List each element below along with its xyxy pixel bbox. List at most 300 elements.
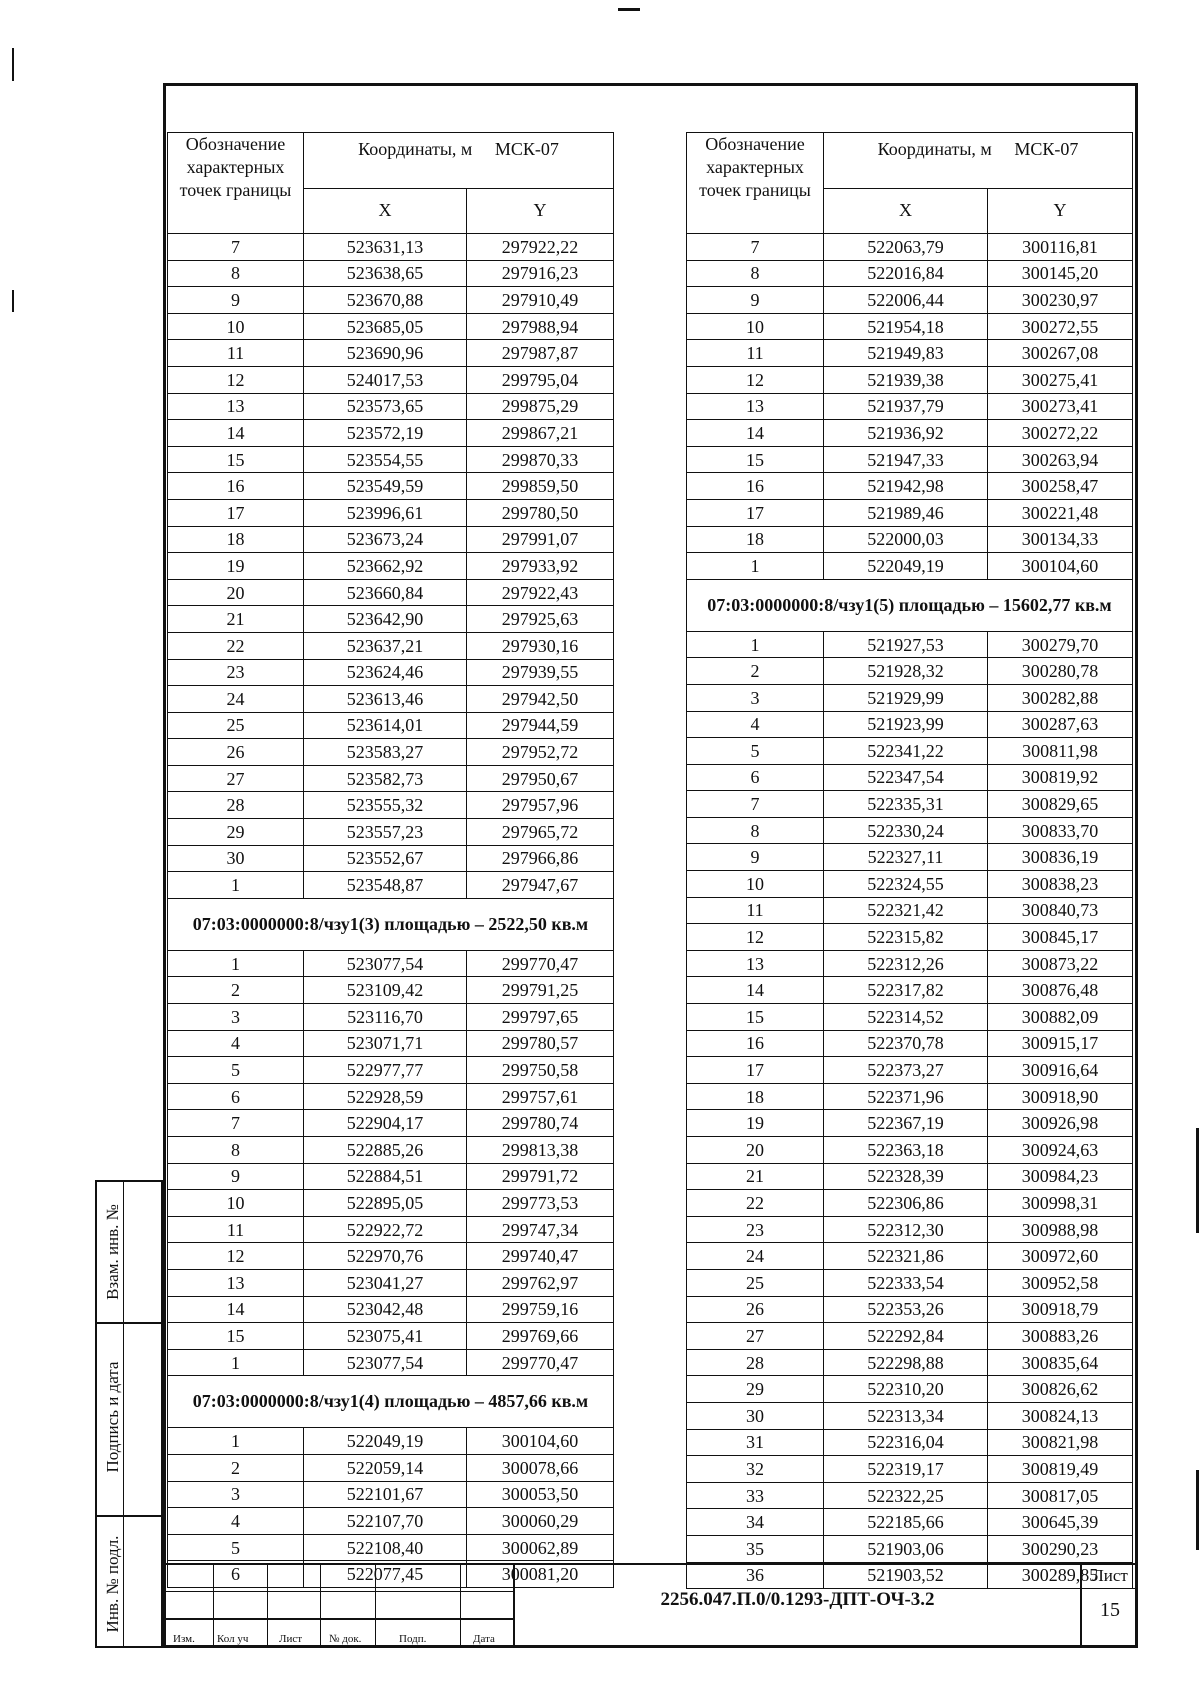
point-number: 11 (168, 340, 304, 367)
point-number: 8 (168, 1137, 304, 1164)
label-podpis-data: Подпись и дата (103, 1361, 122, 1473)
scan-mark (1196, 1128, 1199, 1233)
coord-x: 523614,01 (304, 712, 467, 739)
point-number: 9 (687, 287, 824, 314)
coord-x: 522330,24 (824, 817, 988, 844)
coord-x: 522310,20 (824, 1376, 988, 1403)
coord-y: 300924,63 (988, 1137, 1133, 1164)
point-number: 4 (168, 1508, 304, 1535)
coord-y: 299780,50 (467, 499, 614, 526)
section-row (687, 579, 1133, 631)
coord-y: 297944,59 (467, 712, 614, 739)
point-number: 15 (168, 446, 304, 473)
point-number: 14 (687, 977, 824, 1004)
point-number: 33 (687, 1482, 824, 1509)
point-number: 10 (168, 1190, 304, 1217)
point-number: 7 (687, 234, 824, 261)
coord-y: 297910,49 (467, 287, 614, 314)
coord-y: 300835,64 (988, 1349, 1133, 1376)
coord-y: 299762,97 (467, 1269, 614, 1296)
coord-x: 522347,54 (824, 764, 988, 791)
point-number: 13 (687, 950, 824, 977)
table-row (168, 579, 614, 606)
coord-x: 523042,48 (304, 1296, 467, 1323)
coord-x: 523554,55 (304, 446, 467, 473)
label-data: Дата (473, 1633, 495, 1645)
table-row (168, 950, 614, 977)
coord-y: 299867,21 (467, 420, 614, 447)
coord-x: 523660,84 (304, 579, 467, 606)
header-y: Y (467, 188, 614, 233)
coord-y: 300883,26 (988, 1323, 1133, 1350)
coord-y: 300824,13 (988, 1402, 1133, 1429)
point-number: 32 (687, 1456, 824, 1483)
table-row (687, 1323, 1133, 1350)
table-row (168, 1243, 614, 1270)
point-number: 30 (168, 845, 304, 872)
coord-y: 300838,23 (988, 871, 1133, 898)
coord-y: 300998,31 (988, 1190, 1133, 1217)
coord-y: 300081,20 (467, 1561, 614, 1588)
table-row (687, 287, 1133, 314)
point-number: 10 (687, 871, 824, 898)
table-row (687, 631, 1133, 658)
table-row (168, 739, 614, 766)
coord-x: 523555,32 (304, 792, 467, 819)
table-row (687, 1402, 1133, 1429)
point-number: 28 (687, 1349, 824, 1376)
revision-grid (163, 1563, 513, 1648)
coord-y: 300273,41 (988, 393, 1133, 420)
header-system: МСК-07 (1014, 139, 1079, 159)
coord-x: 522319,17 (824, 1456, 988, 1483)
coord-y: 300984,23 (988, 1163, 1133, 1190)
point-number: 25 (687, 1269, 824, 1296)
point-number: 36 (687, 1562, 824, 1589)
coord-x: 522063,79 (824, 234, 988, 261)
coord-y: 300287,63 (988, 711, 1133, 738)
table-row (687, 1509, 1133, 1536)
coord-x: 523690,96 (304, 340, 467, 367)
coordinates-table-right (686, 132, 1133, 1589)
coord-y: 297930,16 (467, 632, 614, 659)
table-row (687, 499, 1133, 526)
table-row (687, 366, 1133, 393)
point-number: 1 (168, 1428, 304, 1455)
table-row (168, 313, 614, 340)
coord-y: 299750,58 (467, 1057, 614, 1084)
table-row (687, 738, 1133, 765)
section-row (168, 1376, 614, 1428)
coord-x: 522312,30 (824, 1216, 988, 1243)
coord-x: 522108,40 (304, 1534, 467, 1561)
coord-y: 297942,50 (467, 686, 614, 713)
coord-x: 523685,05 (304, 313, 467, 340)
coord-x: 522298,88 (824, 1349, 988, 1376)
coord-y: 299740,47 (467, 1243, 614, 1270)
coord-y: 297991,07 (467, 526, 614, 553)
coord-y: 300821,98 (988, 1429, 1133, 1456)
coord-x: 523041,27 (304, 1269, 467, 1296)
header-coords (304, 133, 614, 189)
coord-y: 300279,70 (988, 631, 1133, 658)
point-number: 2 (687, 658, 824, 685)
section-title: 07:03:0000000:8/чзу1(5) площадью – 15602,77 кв.м (687, 579, 1133, 631)
coord-y: 297950,67 (467, 765, 614, 792)
point-number: 16 (168, 473, 304, 500)
coord-y: 297922,22 (467, 234, 614, 261)
table-row (168, 366, 614, 393)
coord-x: 521923,99 (824, 711, 988, 738)
coord-x: 521927,53 (824, 631, 988, 658)
point-number: 5 (687, 738, 824, 765)
point-number: 20 (687, 1137, 824, 1164)
table-row (687, 977, 1133, 1004)
coord-y: 300916,64 (988, 1057, 1133, 1084)
coord-y: 300280,78 (988, 658, 1133, 685)
table-row (168, 553, 614, 580)
table-row (168, 1030, 614, 1057)
coord-x: 521947,33 (824, 446, 988, 473)
table-row (168, 765, 614, 792)
point-number: 19 (687, 1110, 824, 1137)
header-x: X (304, 188, 467, 233)
point-number: 26 (168, 739, 304, 766)
table-row (687, 1083, 1133, 1110)
coord-x: 522328,39 (824, 1163, 988, 1190)
point-number: 18 (687, 1083, 824, 1110)
coord-x: 522006,44 (824, 287, 988, 314)
point-number: 8 (687, 260, 824, 287)
coord-y: 300272,22 (988, 420, 1133, 447)
coord-x: 523552,67 (304, 845, 467, 872)
coord-x: 522185,66 (824, 1509, 988, 1536)
coord-y: 299791,25 (467, 977, 614, 1004)
point-number: 24 (168, 686, 304, 713)
table-row (687, 950, 1133, 977)
coordinates-table-left (167, 132, 614, 1588)
coord-x: 522317,82 (824, 977, 988, 1004)
table-row (687, 313, 1133, 340)
table-row (687, 340, 1133, 367)
table-row (687, 1030, 1133, 1057)
coord-x: 522306,86 (824, 1190, 988, 1217)
point-number: 21 (168, 606, 304, 633)
coord-y: 300833,70 (988, 817, 1133, 844)
table-row (687, 553, 1133, 580)
point-number: 14 (168, 420, 304, 447)
table-row (168, 659, 614, 686)
coord-x: 521929,99 (824, 684, 988, 711)
coord-x: 523573,65 (304, 393, 467, 420)
coord-y: 299797,65 (467, 1004, 614, 1031)
table-row (168, 845, 614, 872)
coord-x: 522904,17 (304, 1110, 467, 1137)
table-row (687, 1296, 1133, 1323)
coord-y: 299780,74 (467, 1110, 614, 1137)
coord-y: 300282,88 (988, 684, 1133, 711)
side-stamp-divider (123, 1182, 124, 1646)
point-number: 24 (687, 1243, 824, 1270)
table-row (168, 977, 614, 1004)
coord-x: 522324,55 (824, 871, 988, 898)
point-number: 12 (168, 1243, 304, 1270)
coord-y: 300104,60 (988, 553, 1133, 580)
scan-mark (12, 48, 14, 81)
table-row (687, 526, 1133, 553)
coord-y: 299770,47 (467, 1349, 614, 1376)
table-row (168, 393, 614, 420)
coord-y: 297965,72 (467, 819, 614, 846)
coord-x: 522928,59 (304, 1083, 467, 1110)
coord-x: 523549,59 (304, 473, 467, 500)
point-number: 7 (168, 234, 304, 261)
table-row (687, 260, 1133, 287)
coord-y: 297922,43 (467, 579, 614, 606)
table-row (687, 1057, 1133, 1084)
point-number: 18 (168, 526, 304, 553)
coord-y: 300817,05 (988, 1482, 1133, 1509)
coord-x: 523572,19 (304, 420, 467, 447)
side-stamp (95, 1180, 163, 1648)
point-number: 35 (687, 1535, 824, 1562)
table-row (687, 764, 1133, 791)
coord-x: 522970,76 (304, 1243, 467, 1270)
coord-y: 299747,34 (467, 1216, 614, 1243)
table-row (687, 817, 1133, 844)
label-inv-podl: Инв. № подл. (103, 1535, 122, 1633)
coord-x: 521989,46 (824, 499, 988, 526)
table-row (168, 1481, 614, 1508)
coord-y: 299769,66 (467, 1323, 614, 1350)
scan-mark (12, 290, 14, 312)
coord-x: 522333,54 (824, 1269, 988, 1296)
coord-x: 522312,26 (824, 950, 988, 977)
coord-x: 522107,70 (304, 1508, 467, 1535)
coord-y: 297933,92 (467, 553, 614, 580)
label-list: Лист (279, 1633, 303, 1645)
point-number: 17 (687, 499, 824, 526)
coord-y: 300290,23 (988, 1535, 1133, 1562)
point-number: 11 (687, 340, 824, 367)
coord-y: 299757,61 (467, 1083, 614, 1110)
header-y: Y (988, 188, 1133, 233)
coord-y: 299795,04 (467, 366, 614, 393)
coord-x: 522049,19 (304, 1428, 467, 1455)
table-row (168, 1269, 614, 1296)
coord-x: 521942,98 (824, 473, 988, 500)
coord-y: 300062,89 (467, 1534, 614, 1561)
coord-x: 523662,92 (304, 553, 467, 580)
point-number: 16 (687, 473, 824, 500)
table-row (687, 234, 1133, 261)
point-number: 12 (687, 924, 824, 951)
table-row (687, 1376, 1133, 1403)
coord-y: 299780,57 (467, 1030, 614, 1057)
coord-x: 523583,27 (304, 739, 467, 766)
coord-x: 523557,23 (304, 819, 467, 846)
coord-x: 522885,26 (304, 1137, 467, 1164)
coord-y: 300845,17 (988, 924, 1133, 951)
table-row (687, 1243, 1133, 1270)
point-number: 4 (687, 711, 824, 738)
point-number: 34 (687, 1509, 824, 1536)
label-vzam-inv: Взам. инв. № (103, 1204, 122, 1300)
coord-y: 300819,92 (988, 764, 1133, 791)
table-row (687, 1269, 1133, 1296)
coord-y: 299859,50 (467, 473, 614, 500)
point-number: 15 (687, 446, 824, 473)
point-number: 1 (168, 872, 304, 899)
coord-y: 300275,41 (988, 366, 1133, 393)
point-number: 3 (168, 1004, 304, 1031)
point-number: 6 (687, 764, 824, 791)
point-number: 14 (168, 1296, 304, 1323)
coord-y: 300811,98 (988, 738, 1133, 765)
point-number: 15 (168, 1323, 304, 1350)
table-row (168, 420, 614, 447)
table-row (687, 1535, 1133, 1562)
point-number: 10 (168, 313, 304, 340)
coord-x: 522373,27 (824, 1057, 988, 1084)
header-x: X (824, 188, 988, 233)
coord-y: 300873,22 (988, 950, 1133, 977)
table-row (168, 1110, 614, 1137)
table-row (687, 1429, 1133, 1456)
coord-y: 300230,97 (988, 287, 1133, 314)
coord-x: 522321,42 (824, 897, 988, 924)
coord-x: 522977,77 (304, 1057, 467, 1084)
scan-mark (1196, 1470, 1199, 1550)
coord-x: 522322,25 (824, 1482, 988, 1509)
point-number: 20 (168, 579, 304, 606)
coord-x: 523631,13 (304, 234, 467, 261)
coord-x: 523116,70 (304, 1004, 467, 1031)
coord-y: 297987,87 (467, 340, 614, 367)
table-row (687, 393, 1133, 420)
point-number: 22 (687, 1190, 824, 1217)
coord-y: 300918,79 (988, 1296, 1133, 1323)
label-kol-uch: Кол уч (217, 1633, 249, 1645)
label-izm: Изм. (173, 1633, 195, 1645)
coord-x: 522101,67 (304, 1481, 467, 1508)
coord-x: 522049,19 (824, 553, 988, 580)
point-number: 17 (687, 1057, 824, 1084)
title-block (163, 1563, 1138, 1648)
section-title: 07:03:0000000:8/чзу1(3) площадью – 2522,50 кв.м (168, 898, 614, 950)
coord-x: 523077,54 (304, 950, 467, 977)
coord-y: 300915,17 (988, 1030, 1133, 1057)
coord-x: 522321,86 (824, 1243, 988, 1270)
coord-y: 300840,73 (988, 897, 1133, 924)
table-row (168, 1190, 614, 1217)
coord-y: 300972,60 (988, 1243, 1133, 1270)
coord-x: 523637,21 (304, 632, 467, 659)
coord-y: 297916,23 (467, 260, 614, 287)
point-number: 9 (687, 844, 824, 871)
table-row (168, 1534, 614, 1561)
coord-x: 522341,22 (824, 738, 988, 765)
table-row (168, 1057, 614, 1084)
table-row (168, 1004, 614, 1031)
coord-x: 522059,14 (304, 1454, 467, 1481)
coord-x: 522000,03 (824, 526, 988, 553)
coord-x: 522353,26 (824, 1296, 988, 1323)
coord-x: 523109,42 (304, 977, 467, 1004)
point-number: 3 (168, 1481, 304, 1508)
point-number: 6 (168, 1083, 304, 1110)
table-row (168, 606, 614, 633)
point-number: 10 (687, 313, 824, 340)
coord-x: 523548,87 (304, 872, 467, 899)
table-row (168, 1216, 614, 1243)
sheet-number: 15 (1100, 1599, 1120, 1621)
coord-y: 300819,49 (988, 1456, 1133, 1483)
coord-x: 523638,65 (304, 260, 467, 287)
table-row (168, 712, 614, 739)
coord-x: 522314,52 (824, 1004, 988, 1031)
point-number: 27 (687, 1323, 824, 1350)
coord-y: 297939,55 (467, 659, 614, 686)
sheet-label: Лист (1082, 1563, 1138, 1589)
point-number: 23 (687, 1216, 824, 1243)
coord-y: 300263,94 (988, 446, 1133, 473)
coord-x: 521949,83 (824, 340, 988, 367)
coord-x: 521954,18 (824, 313, 988, 340)
coord-x: 521928,32 (824, 658, 988, 685)
table-row (168, 1323, 614, 1350)
table-row (687, 1137, 1133, 1164)
coord-y: 300267,08 (988, 340, 1133, 367)
coord-x: 521939,38 (824, 366, 988, 393)
point-number: 9 (168, 1163, 304, 1190)
scan-mark (618, 8, 640, 11)
point-number: 22 (168, 632, 304, 659)
point-number: 4 (168, 1030, 304, 1057)
table-row (168, 1163, 614, 1190)
point-number: 8 (687, 817, 824, 844)
coord-x: 523071,71 (304, 1030, 467, 1057)
table-row (687, 1349, 1133, 1376)
coord-y: 300145,20 (988, 260, 1133, 287)
coord-y: 300060,29 (467, 1508, 614, 1535)
table-row (168, 1349, 614, 1376)
coord-y: 299875,29 (467, 393, 614, 420)
coord-x: 522884,51 (304, 1163, 467, 1190)
point-number: 1 (687, 631, 824, 658)
header-coords-label: Координаты, м (877, 139, 992, 159)
table-row (687, 446, 1133, 473)
coord-x: 522077,45 (304, 1561, 467, 1588)
table-row (687, 684, 1133, 711)
table-row (687, 1456, 1133, 1483)
coord-x: 523624,46 (304, 659, 467, 686)
coord-x: 521903,52 (824, 1562, 988, 1589)
table-row (687, 420, 1133, 447)
coord-x: 521936,92 (824, 420, 988, 447)
point-number: 12 (168, 366, 304, 393)
table-row (687, 473, 1133, 500)
coord-y: 299870,33 (467, 446, 614, 473)
coord-y: 297947,67 (467, 872, 614, 899)
coord-x: 523670,88 (304, 287, 467, 314)
point-number: 13 (168, 1269, 304, 1296)
coord-x: 522313,34 (824, 1402, 988, 1429)
table-row (687, 871, 1133, 898)
table-row (168, 234, 614, 261)
point-number: 11 (168, 1216, 304, 1243)
table-row (168, 1454, 614, 1481)
